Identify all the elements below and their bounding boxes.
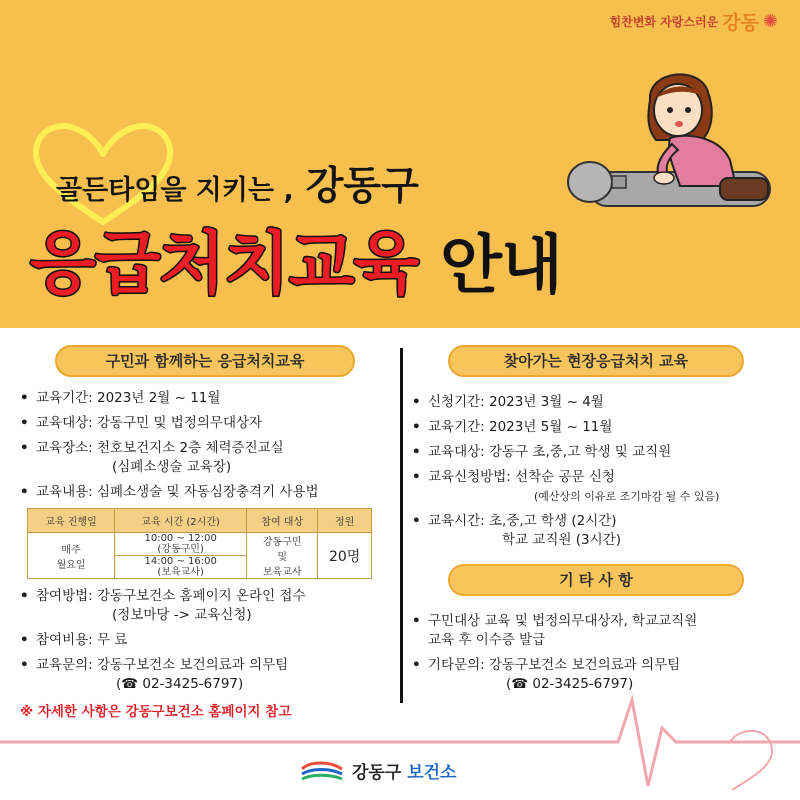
list-item: • 기타문의: 강동구보건소 보건의료과 의무팀 (☎ 02-3425-6797) <box>410 656 790 694</box>
table-header: 교육 진행일 <box>28 509 115 533</box>
table-header: 교육 시간 (2시간) <box>115 509 247 533</box>
list-item: • 교육문의: 강동구보건소 보건의료과 의무팀 (☎ 02-3425-6797) <box>18 656 393 694</box>
info-content: 교육내용: 심폐소생술 및 자동심장충격기 사용법 <box>36 484 319 500</box>
table-header: 정원 <box>318 509 372 533</box>
info-edu-time: 교육시간: 초,중,고 학생 (2시간) <box>428 513 617 529</box>
table-cell-slot1: 10:00 ~ 12:00 (강동구민) <box>115 533 247 556</box>
info-edu-time-staff: 학교 교직원 (3시간) <box>502 532 621 548</box>
info-method: 참여방법: 강동구보건소 홈페이지 온라인 접수 <box>36 588 306 604</box>
etc-section-pill: 기 타 사 항 <box>448 564 744 596</box>
subtitle-part2: 강동구 <box>305 164 419 209</box>
subtitle <box>56 155 419 211</box>
list-item: • 구민대상 교육 및 법정의무대상자, 학교교직원 교육 후 이수증 발급 <box>410 612 790 650</box>
info-apply-period: 신청기간: 2023년 3월 ~ 4월 <box>428 394 604 410</box>
list-item: • 교육장소: 천호보건지소 2층 체력증진교실 (심폐소생술 교육장) <box>18 439 393 477</box>
schedule-table <box>27 508 372 579</box>
list-item: • 교육신청방법: 선착순 공문 신청 (예산상의 이유로 조기마감 될 수 있음) <box>410 468 790 506</box>
homepage-note: ※ 자세한 사항은 강동구보건소 홈페이지 참고 <box>20 704 292 720</box>
cpr-illustration <box>560 60 780 220</box>
main-title <box>30 210 562 307</box>
info-place-detail: (심폐소생술 교육장) <box>112 459 232 475</box>
info-apply-method: 교육신청방법: 선착순 공문 신청 <box>428 469 615 485</box>
main-title-black: 안내 <box>440 229 562 303</box>
info-target: 교육대상: 강동구민 및 법정의무대상자 <box>36 415 263 431</box>
table-cell-target: 강동구민 및 보육교사 <box>247 533 318 579</box>
table-cell-day: 매주 월요일 <box>28 533 115 579</box>
poster-header <box>0 0 800 328</box>
list-item: • 교육기간: 2023년 5월 ~ 11월 <box>412 419 613 435</box>
health-center-emblem-icon <box>300 759 344 783</box>
info-etc-phone: (☎ 02-3425-6797) <box>506 676 634 692</box>
info-period: 교육기간: 2023년 2월 ~ 11월 <box>36 390 221 406</box>
logo-slogan: 힘찬변화 자랑스러운 <box>609 14 719 29</box>
left-section-pill: 구민과 함께하는 응급처치교육 <box>55 345 355 377</box>
left-column <box>18 345 393 720</box>
info-edu-period: 교육기간: 2023년 5월 ~ 11월 <box>428 419 613 435</box>
info-edu-target: 교육대상: 강동구 초,중,고 학생 및 교직원 <box>428 444 672 460</box>
right-column <box>410 345 790 700</box>
list-item: • 참여비용: 무 료 <box>20 632 128 648</box>
info-inquiry-phone: (☎ 02-3425-6797) <box>116 676 244 692</box>
table-cell-slot2: 14:00 ~ 16:00 (보육교사) <box>115 556 247 579</box>
etc-info-list <box>410 612 790 694</box>
list-item: • 교육대상: 강동구민 및 법정의무대상자 <box>20 415 263 431</box>
table-header: 참여 대상 <box>247 509 318 533</box>
info-method-detail: (정보마당 -> 교육신청) <box>112 607 252 623</box>
gangdong-logo <box>610 8 778 35</box>
subtitle-part1: 골든타임을 지키는 , <box>56 175 294 206</box>
right-section-pill: 찾아가는 현장응급처치 교육 <box>448 345 744 377</box>
logo-city: 강동 <box>722 12 759 34</box>
list-item: • 교육시간: 초,중,고 학생 (2시간) 학교 교직원 (3시간) <box>410 512 790 550</box>
main-title-red: 응급처치교육 <box>30 225 419 304</box>
column-divider <box>400 348 403 703</box>
right-info-list <box>410 393 790 550</box>
info-inquiry: 교육문의: 강동구보건소 보건의료과 의무팀 <box>36 657 289 673</box>
health-center-name: 강동구 보건소 <box>352 763 457 783</box>
list-item: • 교육기간: 2023년 2월 ~ 11월 <box>20 390 221 406</box>
info-place: 교육장소: 천호보건지소 2층 체력증진교실 <box>36 440 284 456</box>
list-item: • 교육내용: 심폐소생술 및 자동심장충격기 사용법 <box>20 484 319 500</box>
sun-icon: ✺ <box>762 11 778 32</box>
list-item: • 참여방법: 강동구보건소 홈페이지 온라인 접수 (정보마당 -> 교육신청) <box>18 587 393 625</box>
info-etc-inquiry: 기타문의: 강동구보건소 보건의료과 의무팀 <box>428 657 681 673</box>
list-item: • 교육대상: 강동구 초,중,고 학생 및 교직원 <box>412 444 672 460</box>
list-item: • 신청기간: 2023년 3월 ~ 4월 <box>412 394 604 410</box>
info-fee: 참여비용: 무 료 <box>36 632 128 648</box>
left-info-list <box>18 389 393 502</box>
info-apply-note: (예산상의 이유로 조기마감 될 수 있음) <box>534 490 720 503</box>
info-certificate-detail: 교육 후 이수증 발급 <box>428 632 546 648</box>
info-certificate: 구민대상 교육 및 법정의무대상자, 학교교직원 <box>428 613 698 629</box>
left-info-list-2 <box>18 587 393 694</box>
health-center-logo <box>300 758 456 783</box>
table-cell-capacity: 20명 <box>318 533 372 579</box>
